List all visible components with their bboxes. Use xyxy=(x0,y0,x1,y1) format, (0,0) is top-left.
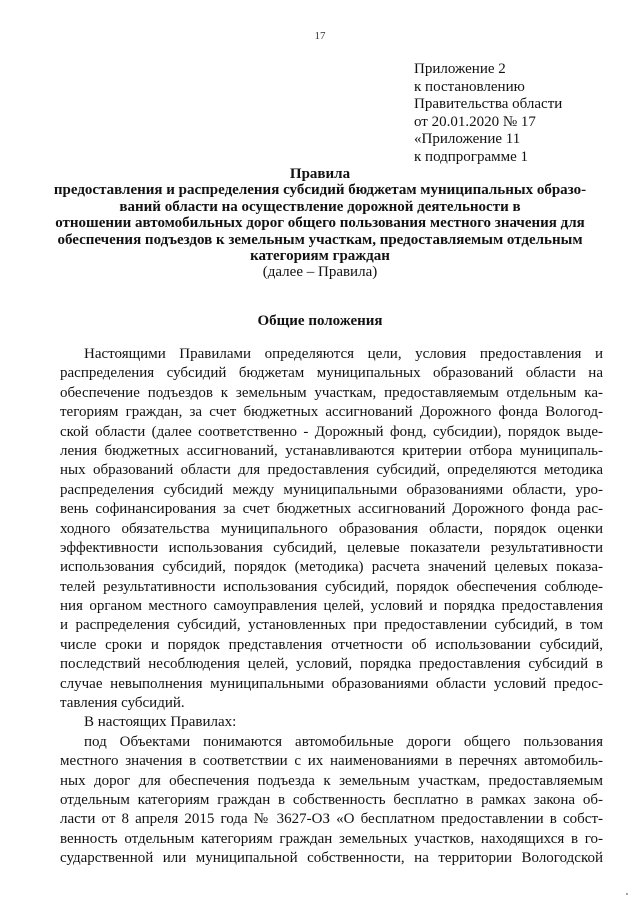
body-text xyxy=(60,345,603,869)
paragraph-line: числе сроки и порядок представления отчетности об использовании субсидий, xyxy=(60,636,603,653)
paragraph-line: местного значения в соответствии с их наименованиями в перечнях автомобиль- xyxy=(60,753,603,770)
title-line: обеспечения подъездов к земельным участкам, предоставляемым отдельным xyxy=(57,231,583,248)
appendix-reference xyxy=(414,61,624,167)
paragraph-line: сударственной или муниципальной собственности, на территории Вологодской xyxy=(60,850,603,867)
paragraph-line: использования субсидий, порядок (методика) расчета значений целевых показа- xyxy=(60,559,603,576)
appendix-line: от 20.01.2020 № 17 xyxy=(414,113,536,130)
scan-artifact-dot xyxy=(626,893,628,895)
paragraph-line: тавления субсидий. xyxy=(60,695,185,712)
appendix-line: «Приложение 11 xyxy=(414,131,521,148)
paragraph-intro xyxy=(60,345,603,713)
paragraph-line: вень софинансирования за счет бюджетных ассигнований Дорожного фонда рас- xyxy=(60,501,603,518)
paragraph-line: ласти от 8 апреля 2015 года № 3627-ОЗ «О бесплатном предоставлении в собст- xyxy=(60,811,603,828)
paragraph-line: распределения субсидий бюджетам муниципальных образований области на xyxy=(60,365,603,382)
paragraph-line: обеспечение подъездов к земельным участкам, предоставляемым отдельным ка- xyxy=(60,384,603,401)
paragraph-line: эффективности использования субсидий, целевые показатели результативности xyxy=(60,539,603,556)
paragraph-line: последствий несоблюдения целей, условий, порядка предоставления субсидий в xyxy=(60,656,603,673)
paragraph-objects-definition xyxy=(60,733,603,869)
appendix-line: к подпрограмме 1 xyxy=(414,148,528,165)
paragraph-line: В настоящих Правилах: xyxy=(84,714,237,731)
paragraph-line: ходного обязательства муниципального образования области, порядок оценки xyxy=(60,520,603,537)
paragraph-line: ния органом местного самоуправления целей, условий и порядка предоставления xyxy=(60,598,603,615)
appendix-line: Приложение 2 xyxy=(414,61,506,77)
document-title xyxy=(40,166,600,281)
paragraph-line: ской области (далее соответственно - Дорожный фонд, субсидии), порядок выде- xyxy=(60,423,603,440)
title-heading: Правила xyxy=(289,166,351,182)
title-line: ваний области на осуществление дорожной деятельности в xyxy=(119,198,521,215)
paragraph-line: телей результативности использования субсидий, порядок обеспечения соблюде- xyxy=(60,578,603,595)
paragraph-line: отдельным категориям граждан в собственность бесплатно в рамках закона об- xyxy=(60,791,603,808)
paragraph-line: ных образований области для предоставления субсидий, определяются методика xyxy=(60,462,603,479)
paragraph-line: распределения субсидий между муниципальными образованиями области, уро- xyxy=(60,481,603,498)
paragraph-definitions-intro xyxy=(60,713,603,732)
section-heading: Общие положения xyxy=(257,313,383,329)
paragraph-line: под Объектами понимаются автомобильные дороги общего пользования xyxy=(84,733,603,750)
paragraph-line: тегориям граждан, за счет бюджетных ассигнований Дорожного фонда Вологод- xyxy=(60,404,603,421)
title-note: (далее – Правила) xyxy=(262,264,378,281)
title-line: предоставления и распределения субсидий бюджетам муниципальных образо- xyxy=(53,182,587,199)
title-line: категориям граждан xyxy=(250,248,390,265)
appendix-line: к постановлению xyxy=(414,78,525,95)
page-number: 17 xyxy=(314,30,326,42)
paragraph-line: случае невыполнения муниципальными образованиями области условий предос- xyxy=(60,675,603,692)
paragraph-line: и распределения субсидий, установленных при предоставлении субсидий, в том xyxy=(60,617,603,634)
title-line: отношении автомобильных дорог общего пользования местного значения для xyxy=(55,215,585,232)
paragraph-line: Настоящими Правилами определяются цели, условия предоставления и xyxy=(84,346,603,362)
paragraph-line: венность отдельным категориям граждан земельных участков, находящихся в го- xyxy=(60,830,603,847)
paragraph-line: ных дорог для обеспечения подъезда к земельным участкам, предоставляемым xyxy=(60,772,603,789)
paragraph-line: ления бюджетных ассигнований, устанавливаются критерии отбора муниципаль- xyxy=(60,442,603,459)
appendix-line: Правительства области xyxy=(414,96,563,113)
